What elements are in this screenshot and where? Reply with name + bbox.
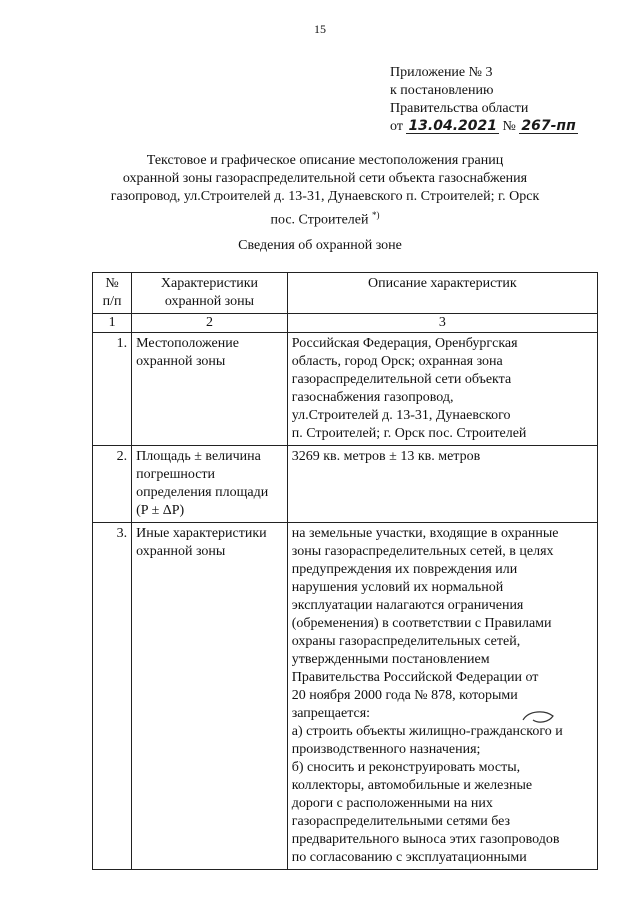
index-cell-1: 1 [93, 314, 132, 333]
row-number: 2. [93, 446, 132, 523]
description-line: производственного назначения; [291, 742, 481, 757]
header-characteristic-line-2: охранной зоны [164, 294, 255, 309]
section-title: Сведения об охранной зоне [238, 238, 402, 253]
footnote-mark: *) [372, 210, 380, 220]
protection-zone-table [92, 272, 598, 870]
pen-mark-icon [519, 708, 559, 728]
appendix-block [390, 64, 620, 136]
description-line: дороги с расположенными на них [291, 796, 493, 811]
header-number-line-1: № [105, 276, 119, 291]
row-description [287, 446, 597, 523]
appendix-date: 13.04.2021 [408, 118, 498, 134]
index-cell-3: 3 [287, 314, 597, 333]
header-description: Описание характеристик [287, 273, 597, 314]
appendix-line-2: к постановлению [390, 83, 494, 98]
description-line: запрещается: [291, 706, 371, 721]
header-characteristic-line-1: Характеристики [160, 276, 258, 291]
description-line: коллекторы, автомобильные и железные [291, 778, 533, 793]
row-number: 1. [93, 333, 132, 446]
index-cell-2: 2 [132, 314, 288, 333]
description-line: Правительства Российской Федерации от [291, 670, 539, 685]
description-line: зоны газораспределительных сетей, в целях [291, 544, 554, 559]
description-line: газораспределительной сети объекта [291, 372, 512, 387]
header-number [93, 273, 132, 314]
title-line-2: охранной зоны газораспределительной сети объекта газоснабжения [122, 171, 528, 186]
title-line-4 [90, 206, 560, 230]
appendix-number-label: № [502, 119, 516, 134]
row-characteristic: Площадь ± величина погрешности определения площади (P ± ΔP) [132, 446, 288, 523]
table-row [93, 446, 598, 523]
appendix-line-1: Приложение № 3 [390, 65, 493, 80]
row-description [287, 523, 597, 870]
header-number-line-2: п/п [102, 294, 122, 309]
row-description [287, 333, 597, 446]
table-row [93, 333, 598, 446]
row-characteristic: Иные характеристики охранной зоны [132, 523, 288, 870]
description-line: нарушения условий их нормальной [291, 580, 504, 595]
table-header-row [93, 273, 598, 314]
description-line: область, город Орск; охранная зона [291, 354, 503, 369]
row-characteristic: Местоположение охранной зоны [132, 333, 288, 446]
page-number: 15 [314, 22, 326, 36]
title-line-1: Текстовое и графическое описание местоположения границ [146, 153, 504, 168]
title-line-4-text: пос. Строителей [270, 212, 369, 228]
description-line: предупреждения их повреждения или [291, 562, 518, 577]
description-line: 3269 кв. метров ± 13 кв. метров [291, 449, 481, 464]
header-characteristic [132, 273, 288, 314]
appendix-from-label: от [390, 119, 403, 134]
description-line: на земельные участки, входящие в охранные [291, 526, 559, 541]
description-line: эксплуатации налагаются ограничения [291, 598, 524, 613]
description-line: б) сносить и реконструировать мосты, [291, 760, 521, 775]
description-line: охраны газораспределительных сетей, [291, 634, 521, 649]
description-line: Российская Федерация, Оренбургская [291, 336, 518, 351]
table-row [93, 523, 598, 870]
title-line-3: газопровод, ул.Строителей д. 13-31, Дунаевского п. Строителей; г. Орск [110, 189, 540, 204]
description-line: утвержденными постановлением [291, 652, 490, 667]
row-number: 3. [93, 523, 132, 870]
description-line: ул.Строителей д. 13-31, Дунаевского [291, 408, 511, 423]
document-title [90, 152, 560, 230]
description-line: газоснабжения газопровод, [291, 390, 454, 405]
description-line: 20 ноября 2000 года № 878, которыми [291, 688, 518, 703]
description-line: предварительного выноса этих газопроводов [291, 832, 560, 847]
appendix-number: 267-пп [521, 118, 576, 134]
description-line: (обременения) в соответствии с Правилами [291, 616, 552, 631]
table-index-row [93, 314, 598, 333]
appendix-line-3: Правительства области [390, 101, 529, 116]
description-line: а) строить объекты жилищно-гражданского и [291, 724, 563, 739]
description-line: по согласованию с эксплуатационными [291, 850, 527, 865]
description-line: п. Строителей; г. Орск пос. Строителей [291, 426, 527, 441]
description-line: газораспределительными сетями без [291, 814, 511, 829]
appendix-date-line [390, 118, 620, 136]
